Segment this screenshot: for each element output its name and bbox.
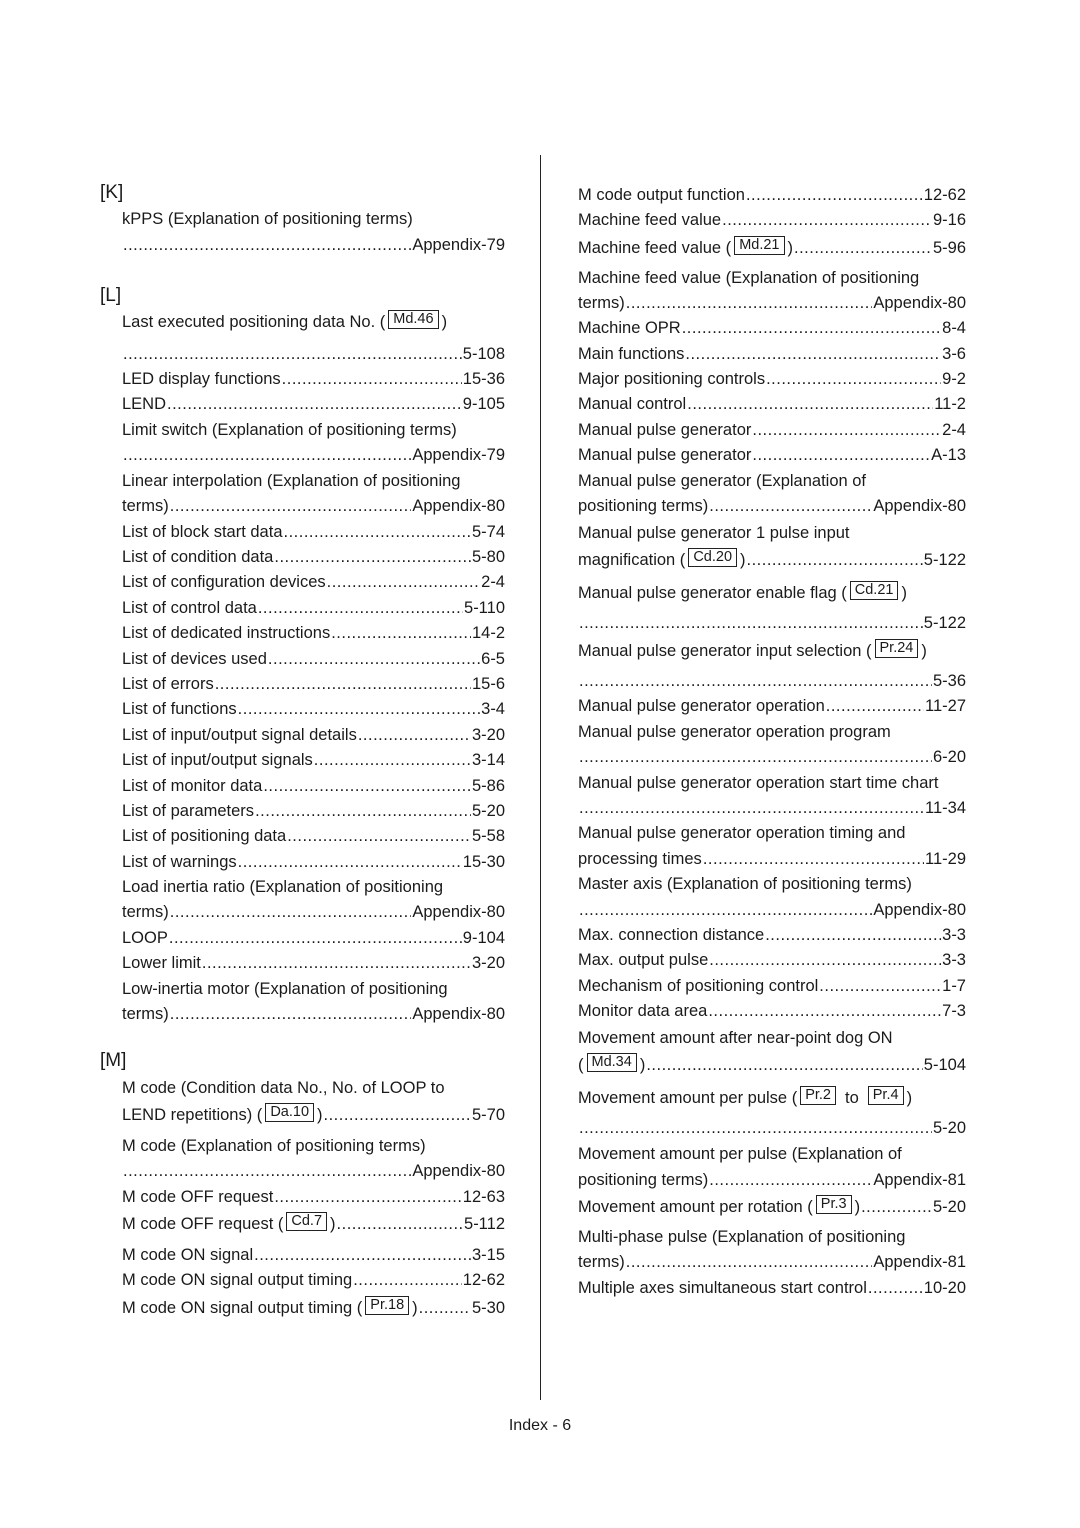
index-entry: List of errors ..... 15-6 bbox=[122, 674, 505, 694]
page-ref[interactable]: 5-96 bbox=[932, 239, 966, 257]
leader-dots bbox=[687, 394, 933, 414]
leader-dots bbox=[255, 801, 471, 821]
leader-dots bbox=[819, 976, 941, 996]
section-header-l: [L] bbox=[100, 285, 122, 306]
page-ref[interactable]: 3-20 bbox=[471, 726, 505, 744]
page-ref[interactable]: 15-30 bbox=[462, 853, 505, 871]
leader-dots bbox=[331, 623, 471, 643]
leader-dots bbox=[202, 953, 471, 973]
index-entry: M code (Explanation of positioning terms) bbox=[122, 1137, 426, 1155]
page-ref[interactable]: 3-3 bbox=[942, 926, 966, 944]
leader-dots bbox=[579, 1118, 932, 1138]
leader-dots bbox=[626, 293, 873, 313]
page-ref[interactable]: 5-86 bbox=[471, 777, 505, 795]
index-entry-page-line bbox=[578, 613, 966, 633]
index-entry: M code ON signal ..... 3-15 bbox=[122, 1245, 505, 1265]
page-ref[interactable]: 5-108 bbox=[462, 345, 505, 363]
page-ref[interactable]: Appendix-79 bbox=[412, 446, 505, 464]
index-entry: Machine feed value (Explanation of positioning bbox=[578, 269, 920, 287]
page-ref[interactable]: 5-58 bbox=[471, 827, 505, 845]
param-box: Cd.20 bbox=[688, 548, 737, 567]
leader-dots bbox=[579, 613, 923, 633]
index-entry-page-line bbox=[122, 344, 505, 364]
param-box: Pr.24 bbox=[875, 639, 919, 658]
leader-dots bbox=[170, 1004, 412, 1024]
index-entry: terms) ..... Appendix-80 bbox=[122, 902, 505, 922]
page-ref[interactable]: 6-20 bbox=[932, 748, 966, 766]
page-ref[interactable]: 3-20 bbox=[471, 954, 505, 972]
index-entry: Manual pulse generator (Explanation of bbox=[578, 472, 867, 490]
index-entry: processing times ..... 11-29 bbox=[578, 849, 966, 869]
page-ref[interactable]: 3-6 bbox=[942, 345, 966, 363]
index-entry: Load inertia ratio (Explanation of positioning bbox=[122, 878, 444, 896]
leader-dots bbox=[579, 671, 932, 691]
leader-dots bbox=[337, 1214, 463, 1234]
leader-dots bbox=[238, 852, 462, 872]
index-entry: Linear interpolation (Explanation of positioning bbox=[122, 472, 461, 490]
index-entry: List of input/output signal details ..... 3-20 bbox=[122, 725, 505, 745]
leader-dots bbox=[282, 369, 462, 389]
leader-dots bbox=[419, 1298, 471, 1318]
page-ref[interactable]: 5-122 bbox=[923, 551, 966, 569]
index-entry: M code OFF request ( Cd.7 ) ..... 5-112 bbox=[122, 1214, 505, 1235]
leader-dots bbox=[626, 1252, 873, 1272]
page-ref[interactable]: Appendix-81 bbox=[873, 1171, 966, 1189]
page-ref[interactable]: 3-3 bbox=[942, 951, 966, 969]
index-entry: List of functions ..... 3-4 bbox=[122, 699, 505, 719]
page-ref[interactable]: 2-4 bbox=[942, 421, 966, 439]
leader-dots bbox=[752, 445, 930, 465]
leader-dots bbox=[703, 849, 924, 869]
page-ref[interactable]: Appendix-80 bbox=[873, 294, 966, 312]
index-entry: Manual pulse generator operation program bbox=[578, 723, 891, 741]
leader-dots bbox=[169, 928, 462, 948]
leader-dots bbox=[324, 1105, 471, 1125]
index-entry: kPPS (Explanation of positioning terms) bbox=[122, 210, 413, 228]
index-entry: Manual control ..... 11-2 bbox=[578, 394, 966, 414]
index-entry: LED display functions ..... 15-36 bbox=[122, 369, 505, 389]
leader-dots bbox=[327, 572, 481, 592]
index-entry: Manual pulse generator input selection ( Pr.24 ) bbox=[578, 640, 927, 660]
index-entry: Movement amount after near-point dog ON bbox=[578, 1029, 893, 1047]
page-ref[interactable]: Appendix-80 bbox=[412, 1005, 505, 1023]
index-entry: Manual pulse generator ..... A-13 bbox=[578, 445, 966, 465]
index-entry-page-line bbox=[578, 671, 966, 691]
page-ref[interactable]: 5-30 bbox=[471, 1299, 505, 1317]
param-box: Md.34 bbox=[587, 1053, 637, 1072]
page-ref[interactable]: 11-2 bbox=[934, 395, 966, 413]
param-box: Pr.4 bbox=[868, 1086, 904, 1105]
index-entry: Major positioning controls ..... 9-2 bbox=[578, 369, 966, 389]
page-ref[interactable]: 3-14 bbox=[471, 751, 505, 769]
page-ref[interactable]: 5-20 bbox=[932, 1198, 966, 1216]
leader-dots bbox=[254, 1245, 471, 1265]
page-ref[interactable]: 3-4 bbox=[481, 700, 505, 718]
index-entry: Movement amount per pulse ( Pr.2 to Pr.4 ) bbox=[578, 1087, 913, 1107]
index-entry: List of parameters ..... 5-20 bbox=[122, 801, 505, 821]
index-entry: List of devices used ..... 6-5 bbox=[122, 649, 505, 669]
page-ref[interactable]: 5-20 bbox=[932, 1119, 966, 1137]
page-ref[interactable]: 5-104 bbox=[923, 1056, 966, 1074]
index-entry-page-line bbox=[122, 235, 505, 255]
index-entry: Low-inertia motor (Explanation of positioning bbox=[122, 980, 448, 998]
index-entry: M code ON signal output timing ..... 12-62 bbox=[122, 1270, 505, 1290]
index-entry: Manual pulse generator ..... 2-4 bbox=[578, 420, 966, 440]
index-entry-page-line bbox=[578, 1118, 966, 1138]
index-entry: positioning terms) ..... Appendix-81 bbox=[578, 1170, 966, 1190]
index-entry: List of input/output signals ..... 3-14 bbox=[122, 750, 505, 770]
leader-dots bbox=[752, 420, 941, 440]
index-entry: List of configuration devices ..... 2-4 bbox=[122, 572, 505, 592]
leader-dots bbox=[123, 1161, 411, 1181]
page-ref[interactable]: Appendix-80 bbox=[412, 903, 505, 921]
page-ref[interactable]: 14-2 bbox=[471, 624, 505, 642]
index-entry: LOOP ..... 9-104 bbox=[122, 928, 505, 948]
index-entry: List of monitor data ..... 5-86 bbox=[122, 776, 505, 796]
leader-dots bbox=[258, 598, 463, 618]
leader-dots bbox=[709, 1170, 872, 1190]
page-ref[interactable]: 11-29 bbox=[925, 850, 966, 868]
index-entry: Master axis (Explanation of positioning terms) bbox=[578, 875, 912, 893]
index-entry: Mechanism of positioning control ..... 1-7 bbox=[578, 976, 966, 996]
leader-dots bbox=[709, 950, 941, 970]
page-ref[interactable]: 12-62 bbox=[923, 186, 966, 204]
page-ref[interactable]: 11-34 bbox=[925, 799, 966, 817]
index-entry: M code (Condition data No., No. of LOOP to bbox=[122, 1079, 445, 1097]
leader-dots bbox=[170, 902, 412, 922]
page-ref[interactable]: 7-3 bbox=[942, 1002, 966, 1020]
page-ref[interactable]: 8-4 bbox=[942, 319, 966, 337]
section-header-m: [M] bbox=[100, 1050, 127, 1071]
index-entry-page-line bbox=[122, 1161, 505, 1181]
index-entry: List of block start data ..... 5-74 bbox=[122, 522, 505, 542]
leader-dots bbox=[238, 699, 480, 719]
page-ref[interactable]: 9-16 bbox=[932, 211, 966, 229]
index-entry: ( Md.34 ) ..... 5-104 bbox=[578, 1055, 966, 1076]
leader-dots bbox=[746, 185, 923, 205]
index-entry: terms) ..... Appendix-81 bbox=[578, 1252, 966, 1272]
index-entry: Manual pulse generator operation ..... 11-27 bbox=[578, 696, 966, 716]
leader-dots bbox=[708, 1001, 941, 1021]
page-ref[interactable]: 10-20 bbox=[923, 1279, 966, 1297]
page-ref[interactable]: A-13 bbox=[931, 446, 966, 464]
leader-dots bbox=[263, 776, 471, 796]
index-entry: magnification ( Cd.20 ) ..... 5-122 bbox=[578, 550, 966, 571]
index-entry-page-line bbox=[578, 747, 966, 767]
param-box: Pr.2 bbox=[800, 1086, 836, 1105]
index-entry-page-line bbox=[578, 798, 966, 818]
page-ref[interactable]: 6-5 bbox=[481, 650, 505, 668]
leader-dots bbox=[167, 394, 462, 414]
index-entry: List of positioning data ..... 5-58 bbox=[122, 826, 505, 846]
leader-dots bbox=[123, 445, 411, 465]
page-ref[interactable]: 12-62 bbox=[462, 1271, 505, 1289]
leader-dots bbox=[747, 550, 923, 570]
index-entry: Manual pulse generator 1 pulse input bbox=[578, 524, 850, 542]
leader-dots bbox=[861, 1197, 932, 1217]
index-entry: Limit switch (Explanation of positioning terms) bbox=[122, 421, 457, 439]
page-ref[interactable]: 3-15 bbox=[471, 1246, 505, 1264]
index-entry: Machine OPR ..... 8-4 bbox=[578, 318, 966, 338]
leader-dots bbox=[274, 547, 471, 567]
page-ref[interactable]: 5-74 bbox=[471, 523, 505, 541]
leader-dots bbox=[579, 900, 872, 920]
index-entry: terms) ..... Appendix-80 bbox=[122, 496, 505, 516]
page-ref[interactable]: 5-80 bbox=[471, 548, 505, 566]
leader-dots bbox=[284, 522, 471, 542]
index-entry: Manual pulse generator operation start time chart bbox=[578, 774, 939, 792]
page-ref[interactable]: Appendix-80 bbox=[412, 1162, 505, 1180]
param-box: Cd.21 bbox=[850, 581, 899, 600]
leader-dots bbox=[274, 1187, 461, 1207]
page-ref[interactable]: Appendix-80 bbox=[412, 497, 505, 515]
param-box: Cd.7 bbox=[286, 1212, 327, 1231]
page-ref[interactable]: 11-27 bbox=[925, 697, 966, 715]
index-entry: Lower limit ..... 3-20 bbox=[122, 953, 505, 973]
index-entry: M code ON signal output timing ( Pr.18 ) ..... 5-30 bbox=[122, 1298, 505, 1319]
leader-dots bbox=[646, 1055, 922, 1075]
page-ref[interactable]: 15-36 bbox=[462, 370, 505, 388]
leader-dots bbox=[123, 235, 411, 255]
page-ref[interactable]: 9-2 bbox=[942, 370, 966, 388]
index-entry-page-line bbox=[578, 900, 966, 920]
index-entry: Manual pulse generator operation timing and bbox=[578, 824, 906, 842]
page-ref[interactable]: 5-20 bbox=[471, 802, 505, 820]
page-ref[interactable]: 1-7 bbox=[942, 977, 966, 995]
index-entry: terms) ..... Appendix-80 bbox=[122, 1004, 505, 1024]
leader-dots bbox=[682, 318, 941, 338]
index-entry: Main functions ..... 3-6 bbox=[578, 344, 966, 364]
page-ref[interactable]: Appendix-80 bbox=[873, 901, 966, 919]
index-entry: List of control data ..... 5-110 bbox=[122, 598, 505, 618]
param-box: Md.21 bbox=[734, 236, 784, 255]
page-ref[interactable]: 2-4 bbox=[481, 573, 505, 591]
index-entry: Max. output pulse ..... 3-3 bbox=[578, 950, 966, 970]
leader-dots bbox=[353, 1270, 462, 1290]
leader-dots bbox=[123, 344, 462, 364]
leader-dots bbox=[170, 496, 412, 516]
index-entry: Multi-phase pulse (Explanation of positioning bbox=[578, 1228, 906, 1246]
column-divider bbox=[540, 155, 541, 1400]
index-entry: positioning terms) ..... Appendix-80 bbox=[578, 496, 966, 516]
param-box: Pr.18 bbox=[365, 1296, 409, 1315]
index-entry: Machine feed value ( Md.21 ) ..... 5-96 bbox=[578, 238, 966, 259]
leader-dots bbox=[358, 725, 471, 745]
leader-dots bbox=[709, 496, 872, 516]
index-entry: Manual pulse generator enable flag ( Cd.21 ) bbox=[578, 582, 907, 602]
leader-dots bbox=[579, 747, 932, 767]
page-ref[interactable]: 9-105 bbox=[462, 395, 505, 413]
page-ref[interactable]: 5-70 bbox=[471, 1106, 505, 1124]
index-entry: Max. connection distance ..... 3-3 bbox=[578, 925, 966, 945]
leader-dots bbox=[868, 1278, 923, 1298]
leader-dots bbox=[314, 750, 471, 770]
page-ref[interactable]: 15-6 bbox=[471, 675, 505, 693]
param-box: Da.10 bbox=[265, 1103, 314, 1122]
leader-dots bbox=[685, 344, 941, 364]
index-entry: LEND ..... 9-105 bbox=[122, 394, 505, 414]
page-ref[interactable]: 5-110 bbox=[464, 599, 505, 617]
page-ref[interactable]: 9-104 bbox=[462, 929, 505, 947]
leader-dots bbox=[765, 925, 941, 945]
index-entry: Movement amount per rotation ( Pr.3 ) ..... 5-20 bbox=[578, 1197, 966, 1218]
index-entry: List of condition data ..... 5-80 bbox=[122, 547, 505, 567]
leader-dots bbox=[794, 238, 932, 258]
page-ref[interactable]: Appendix-80 bbox=[873, 497, 966, 515]
param-box: Md.46 bbox=[388, 310, 438, 329]
index-entry: Last executed positioning data No. ( Md.46 ) bbox=[122, 311, 448, 331]
page-ref[interactable]: 5-112 bbox=[464, 1215, 505, 1233]
leader-dots bbox=[766, 369, 941, 389]
index-entry: Multiple axes simultaneous start control ..... 10-20 bbox=[578, 1278, 966, 1298]
page-ref[interactable]: Appendix-81 bbox=[873, 1253, 966, 1271]
page-ref[interactable]: 5-122 bbox=[923, 614, 966, 632]
index-entry: M code OFF request ..... 12-63 bbox=[122, 1187, 505, 1207]
index-entry: List of warnings ..... 15-30 bbox=[122, 852, 505, 872]
index-entry-page-line bbox=[122, 445, 505, 465]
leader-dots bbox=[722, 210, 932, 230]
page-ref[interactable]: 12-63 bbox=[462, 1188, 505, 1206]
leader-dots bbox=[826, 696, 924, 716]
page-footer: Index - 6 bbox=[508, 1417, 572, 1434]
page-ref[interactable]: Appendix-79 bbox=[412, 236, 505, 254]
leader-dots bbox=[579, 798, 924, 818]
index-entry: Machine feed value ..... 9-16 bbox=[578, 210, 966, 230]
leader-dots bbox=[287, 826, 471, 846]
index-entry: M code output function ..... 12-62 bbox=[578, 185, 966, 205]
index-entry: terms) ..... Appendix-80 bbox=[578, 293, 966, 313]
index-entry: List of dedicated instructions ..... 14-2 bbox=[122, 623, 505, 643]
leader-dots bbox=[215, 674, 471, 694]
index-entry: Movement amount per pulse (Explanation of bbox=[578, 1145, 902, 1163]
index-entry: Monitor data area ..... 7-3 bbox=[578, 1001, 966, 1021]
param-box: Pr.3 bbox=[816, 1195, 852, 1214]
leader-dots bbox=[268, 649, 480, 669]
index-entry: LEND repetitions) ( Da.10 ) ..... 5-70 bbox=[122, 1105, 505, 1126]
section-header-k: [K] bbox=[100, 182, 124, 203]
page-ref[interactable]: 5-36 bbox=[932, 672, 966, 690]
